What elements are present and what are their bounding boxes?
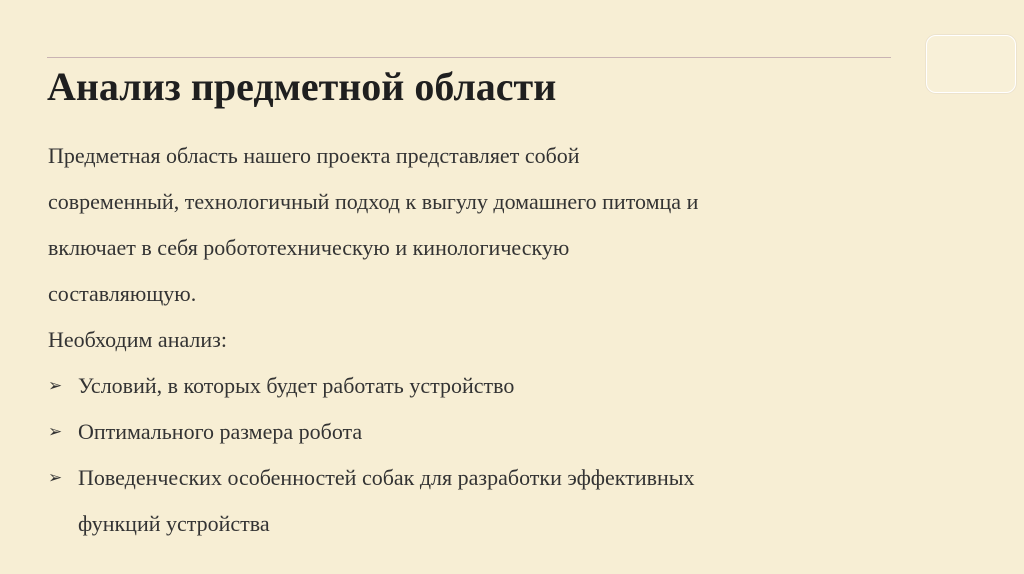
slide-title: Анализ предметной области bbox=[47, 64, 557, 109]
chevron-arrow-icon: ➢ bbox=[48, 376, 63, 396]
bullet-text: функций устройства bbox=[78, 511, 270, 536]
analysis-bullet-list bbox=[48, 363, 848, 547]
chevron-arrow-icon: ➢ bbox=[48, 468, 63, 488]
intro-line: Предметная область нашего проекта представляет собой bbox=[48, 143, 580, 168]
bullet-text: Поведенческих особенностей собак для разработки эффективных bbox=[78, 465, 695, 490]
intro-line: современный, технологичный подход к выгулу домашнего питомца и bbox=[48, 189, 699, 214]
intro-paragraph bbox=[48, 133, 848, 317]
bullet-item bbox=[48, 363, 848, 409]
bullet-item bbox=[48, 409, 848, 455]
intro-line: включает в себя робототехническую и кинологическую bbox=[48, 235, 570, 260]
title-divider bbox=[47, 57, 891, 58]
chevron-arrow-icon: ➢ bbox=[48, 422, 63, 442]
intro-line: составляющую. bbox=[48, 281, 197, 306]
bullet-item bbox=[48, 455, 848, 547]
bullet-text: Оптимального размера робота bbox=[78, 419, 363, 444]
bullet-text: Условий, в которых будет работать устройство bbox=[78, 373, 515, 398]
corner-frame-decoration bbox=[926, 35, 1016, 93]
need-analysis-label: Необходим анализ: bbox=[48, 327, 227, 352]
slide-body bbox=[48, 133, 848, 547]
